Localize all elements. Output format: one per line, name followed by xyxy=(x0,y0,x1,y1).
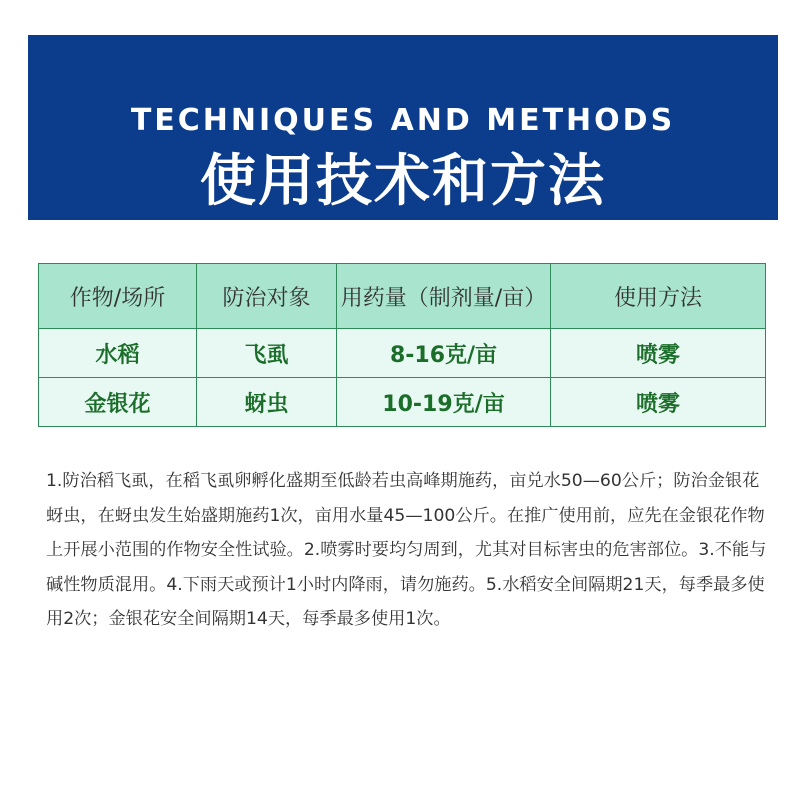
table-row xyxy=(39,329,766,378)
banner-title-english: TECHNIQUES AND METHODS xyxy=(130,103,676,138)
dosage-table xyxy=(38,263,765,427)
table-header-row xyxy=(39,264,766,329)
cell-method: 喷雾 xyxy=(551,329,766,378)
banner-title-chinese: 使用技术和方法 xyxy=(200,149,606,214)
cell-dosage: 8-16克/亩 xyxy=(337,329,551,378)
cell-method: 喷雾 xyxy=(551,378,766,427)
header-crop: 作物/场所 xyxy=(39,264,197,329)
table-row xyxy=(39,378,766,427)
cell-dosage: 10-19克/亩 xyxy=(337,378,551,427)
instructions-paragraph: 1.防治稻飞虱，在稻飞虱卵孵化盛期至低龄若虫高峰期施药，亩兑水50—60公斤；防治金银花蚜虫，在蚜虫发生始盛期施药1次，亩用水量45—100公斤。在推广使用前，应先在金银花作物上开展小范围的作物安全性试验。2.喷雾时要均匀周到，尤其对目标害虫的危害部位。3.不能与碱性物质混用。4.下雨天或预计1小时内降雨，请勿施药。5.水稻安全间隔期21天，每季最多使用2次；金银花安全间隔期14天，每季最多使用1次。 xyxy=(46,471,767,629)
cell-crop: 金银花 xyxy=(39,378,197,427)
header-target: 防治对象 xyxy=(197,264,337,329)
header-method: 使用方法 xyxy=(551,264,766,329)
header-dosage: 用药量（制剂量/亩） xyxy=(337,264,551,329)
cell-target: 蚜虫 xyxy=(197,378,337,427)
cell-crop: 水稻 xyxy=(39,329,197,378)
cell-target: 飞虱 xyxy=(197,329,337,378)
title-banner xyxy=(28,35,778,220)
